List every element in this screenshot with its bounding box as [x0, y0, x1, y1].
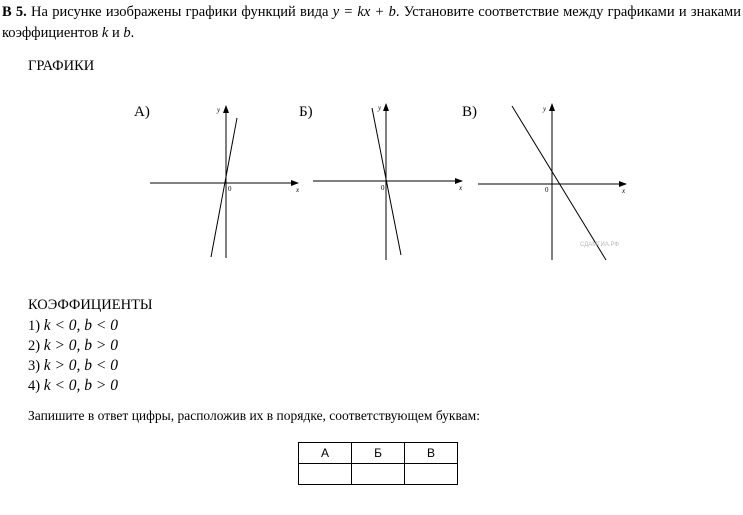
instruction: Запишите в ответ цифры, расположив их в порядке, соответствующем буквам:	[28, 408, 480, 423]
task-intro: На рисунке изображены графики функций вида	[31, 4, 329, 20]
coefficient-item: 1) k < 0, b < 0	[28, 317, 119, 334]
answer-cell-b[interactable]	[352, 464, 405, 485]
graph-a	[150, 106, 300, 258]
graph-c-y-label: y	[543, 105, 547, 113]
answer-header-c: В	[405, 443, 458, 464]
coefficients-heading: КОЭФФИЦИЕНТЫ	[28, 297, 153, 313]
graph-c-label: В)	[462, 104, 477, 120]
graph-c	[478, 104, 626, 260]
graph-a-x-label: x	[296, 186, 300, 194]
graph-a-y-label: y	[217, 106, 221, 114]
graph-a-line	[211, 118, 237, 257]
graph-b	[313, 104, 463, 260]
graphs-heading: ГРАФИКИ	[28, 58, 95, 74]
coefficients-list	[28, 316, 118, 396]
task-outro: Установите соответствие между графиками и знаками коэффициентов	[2, 4, 741, 41]
graph-b-origin: 0	[381, 184, 385, 192]
task-and: и	[111, 25, 120, 41]
watermark: СДАМГИА.РФ	[580, 242, 619, 248]
coefficient-item: 4) k < 0, b > 0	[28, 377, 119, 394]
task-k: k	[101, 25, 109, 41]
graph-a-origin: 0	[228, 185, 232, 193]
task-formula: y = kx + b	[332, 4, 396, 20]
task-statement: В 5. На рисунке изображены графики функций вида y = kx + b. Установите соответствие между графиками и знаками коэффициентов k и b.	[2, 4, 741, 41]
answer-header-b: Б	[352, 443, 405, 464]
answer-table	[298, 442, 458, 485]
graph-b-y-label: y	[378, 104, 382, 112]
graph-b-x-label: x	[459, 184, 463, 192]
graph-c-line	[512, 106, 606, 260]
coefficient-item: 3) k > 0, b < 0	[28, 357, 119, 374]
task-b: b	[123, 25, 131, 41]
graph-a-label: А)	[134, 104, 150, 120]
answer-cell-a[interactable]	[299, 464, 352, 485]
coefficient-item: 2) k > 0, b > 0	[28, 337, 119, 354]
answer-header-a: А	[299, 443, 352, 464]
graph-b-label: Б)	[299, 104, 313, 120]
graph-c-x-label: x	[622, 187, 626, 195]
task-number: В 5	[2, 4, 24, 20]
answer-value-row	[299, 464, 458, 485]
answer-cell-c[interactable]	[405, 464, 458, 485]
graph-c-origin: 0	[545, 186, 549, 194]
answer-header-row	[299, 443, 458, 464]
